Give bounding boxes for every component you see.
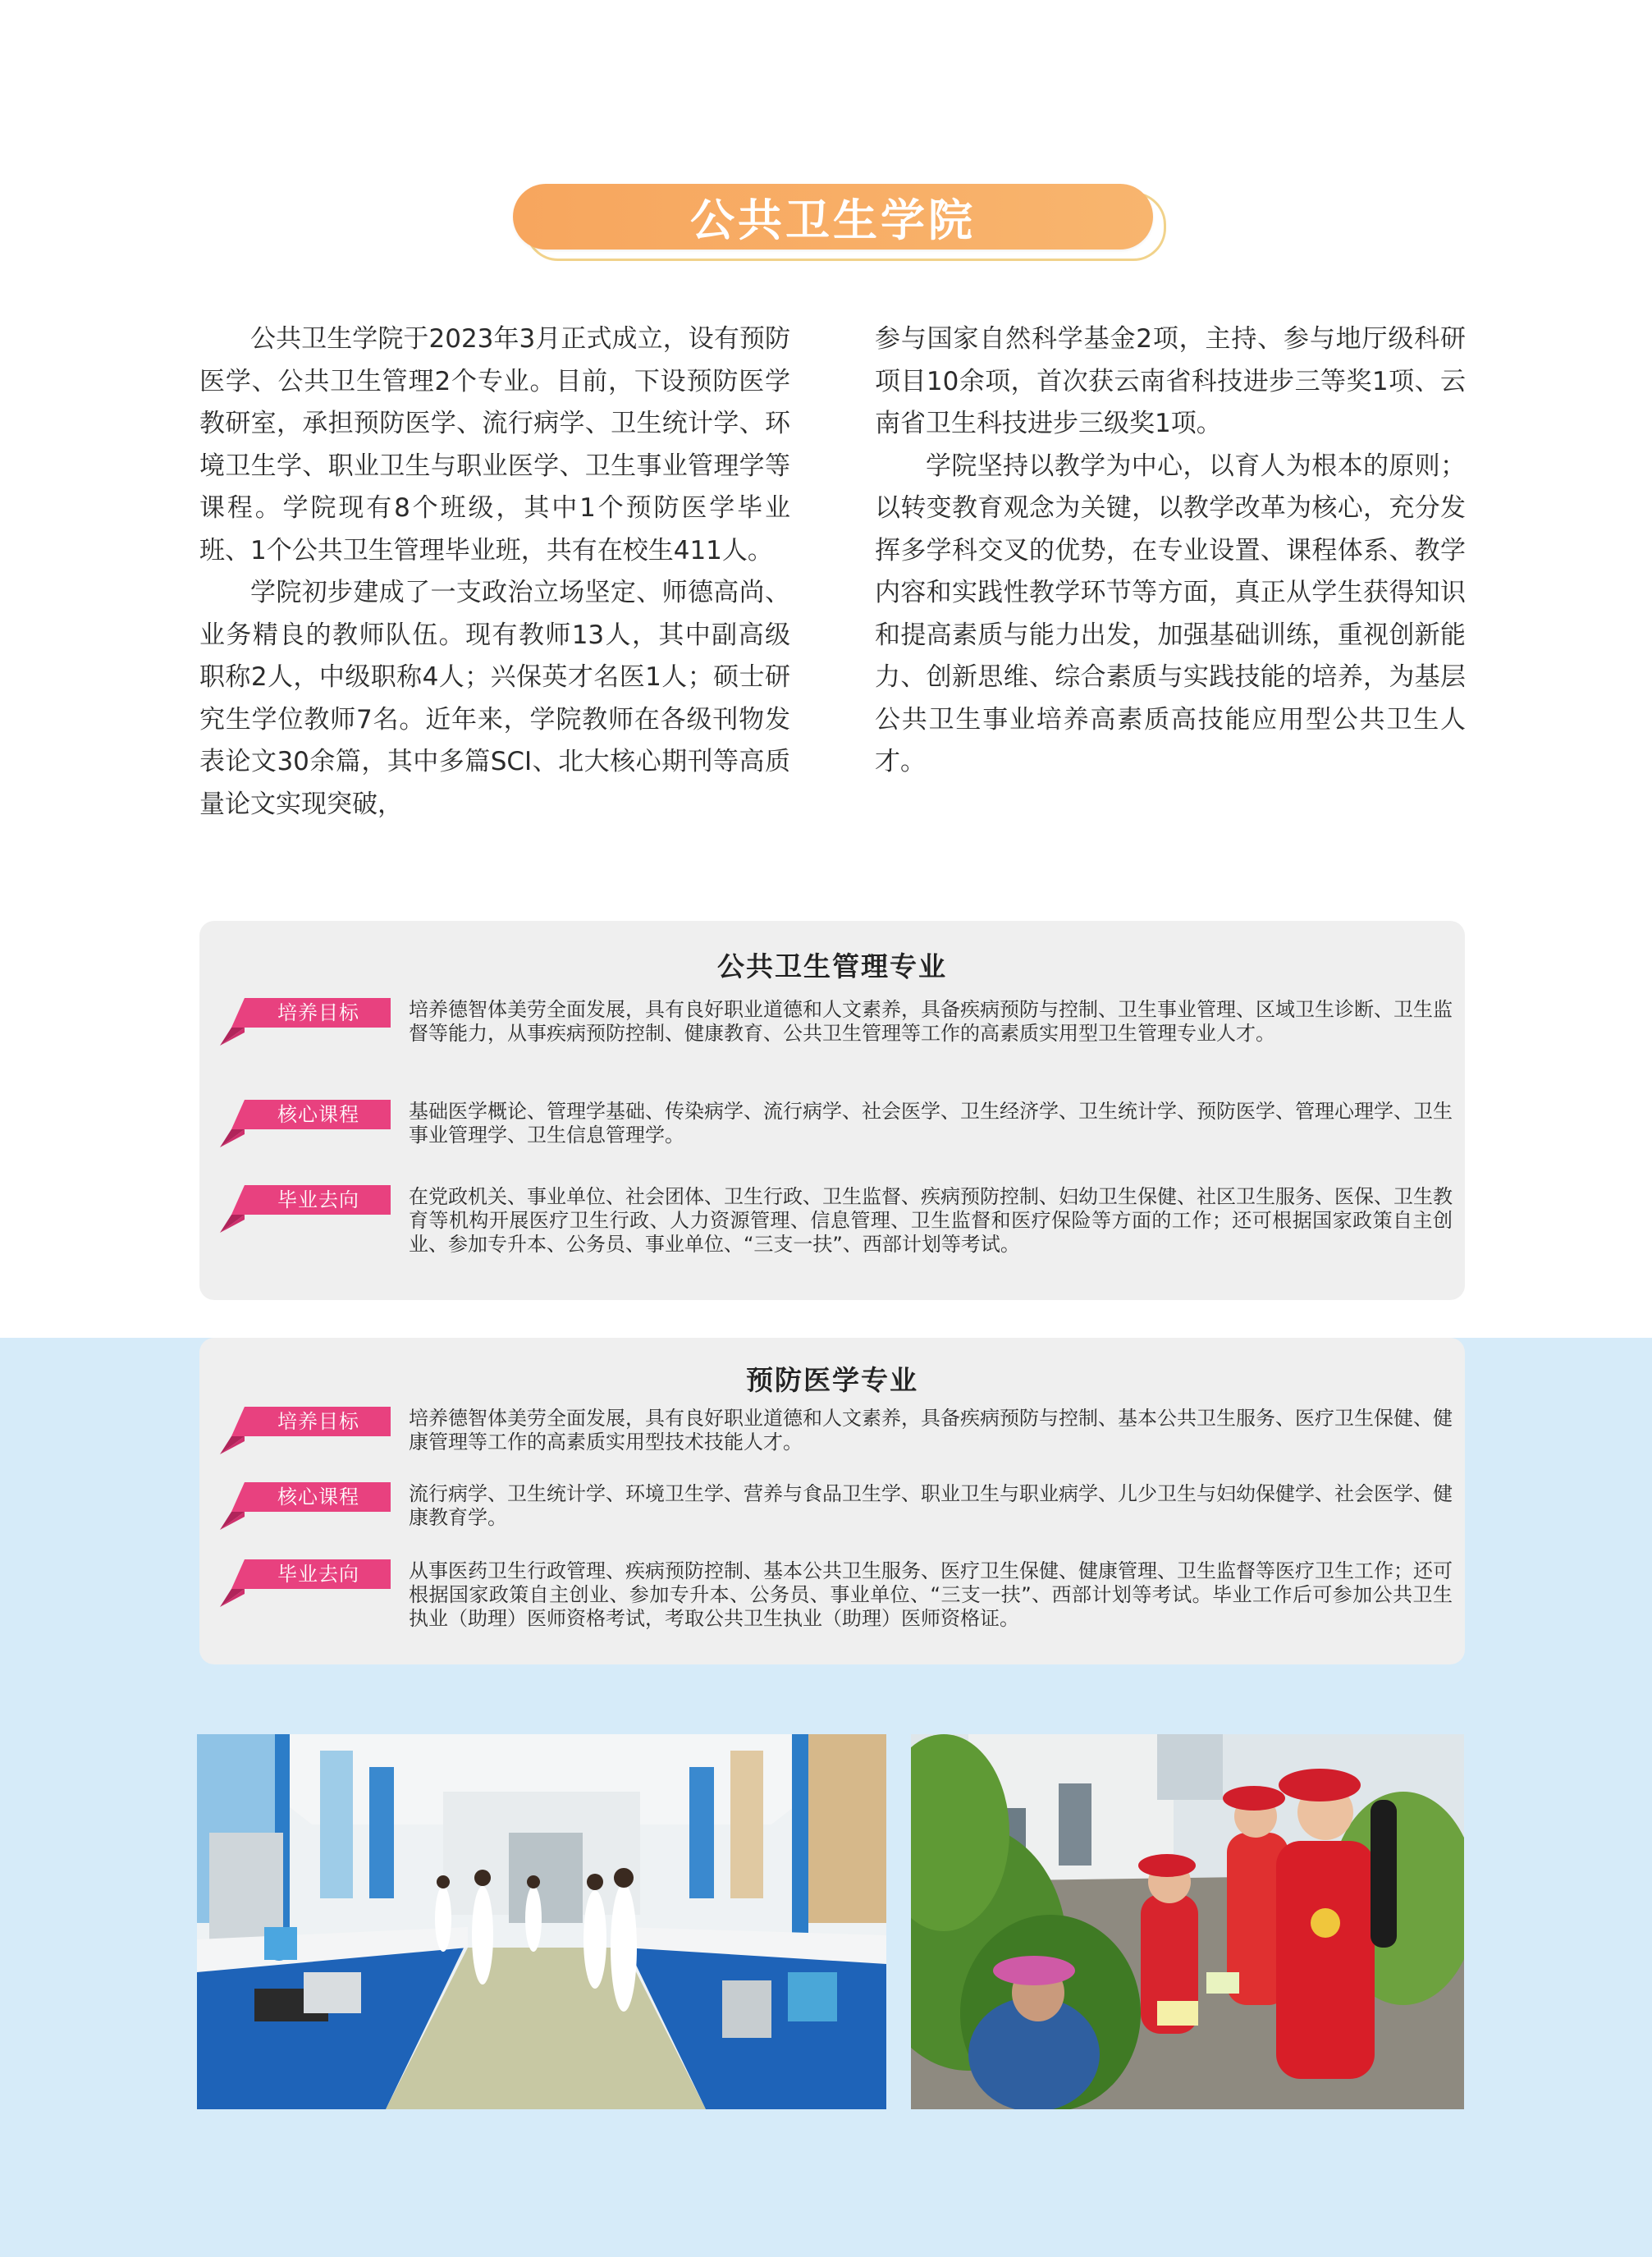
volunteer-photo-image [911, 1734, 1464, 2109]
row-text: 从事医药卫生行政管理、疾病预防控制、基本公共卫生服务、医疗卫生保健、健康管理、卫生监督等医疗卫生工作；还可根据国家政策自主创业、参加专升本、公务员、事业单位、“三支一扶”、西部计划等考试。毕业工作后可参加公共卫生执业（助理）医师资格考试，考取公共卫生执业（助理）医师资格证。 [409, 1559, 1453, 1630]
tag-label: 毕业去向 [277, 1563, 359, 1586]
row-text: 培养德智体美劳全面发展，具有良好职业道德和人文素养，具备疾病预防与控制、基本公共卫生服务、医疗卫生保健、健康管理等工作的高素质实用型技术技能人才。 [409, 1407, 1453, 1454]
lab-photo [197, 1734, 886, 2109]
tag-ribbon [220, 1185, 391, 1233]
page-title: 公共卫生学院 [690, 193, 976, 246]
intro-left-column [199, 318, 790, 826]
intro-right-column [875, 318, 1466, 784]
lab-photo-image [197, 1734, 886, 2109]
tag-label: 核心课程 [277, 1103, 359, 1126]
tag-ribbon [220, 1559, 391, 1607]
row-text: 基础医学概论、管理学基础、传染病学、流行病学、社会医学、卫生经济学、卫生统计学、预防医学、管理心理学、卫生事业管理学、卫生信息管理学。 [409, 1100, 1453, 1147]
intro-paragraph: 公共卫生学院于2023年3月正式成立，设有预防医学、公共卫生管理2个专业。目前，下设预防医学教研室，承担预防医学、流行病学、卫生统计学、环境卫生学、职业卫生与职业医学、卫生事业管理学等课程。学院现有8个班级，其中1个预防医学毕业班、1个公共卫生管理毕业班，共有在校生411人。 [199, 324, 790, 565]
tag-ribbon [220, 1100, 391, 1147]
tag-label: 培养目标 [277, 1410, 359, 1433]
tag-label: 毕业去向 [277, 1188, 359, 1211]
major-title: 预防医学专业 [746, 1364, 918, 1396]
tag-ribbon [220, 998, 391, 1046]
tag-ribbon [220, 1407, 391, 1454]
row-text: 流行病学、卫生统计学、环境卫生学、营养与食品卫生学、职业卫生与职业病学、儿少卫生与妇幼保健学、社会医学、健康教育学。 [409, 1482, 1453, 1529]
intro-paragraph: 学院坚持以教学为中心，以育人为根本的原则；以转变教育观念为关键，以教学改革为核心，充分发挥多学科交叉的优势，在专业设置、课程体系、教学内容和实践性教学环节等方面，真正从学生获得知识和提高素质与能力出发，加强基础训练，重视创新能力、创新思维、综合素质与实践技能的培养，为基层公共卫生事业培养高素质高技能应用型公共卫生人才。 [875, 451, 1466, 776]
intro-paragraph: 参与国家自然科学基金2项，主持、参与地厅级科研项目10余项，首次获云南省科技进步三等奖1项、云南省卫生科技进步三级奖1项。 [875, 324, 1466, 438]
major-card-preventive-medicine [199, 1338, 1465, 1664]
row-text: 在党政机关、事业单位、社会团体、卫生行政、卫生监督、疾病预防控制、妇幼卫生保健、社区卫生服务、医保、卫生教育等机构开展医疗卫生行政、人力资源管理、信息管理、卫生监督和医疗保险等方面的工作；还可根据国家政策自主创业、参加专升本、公务员、事业单位、“三支一扶”、西部计划等考试。 [409, 1185, 1453, 1256]
major-title: 公共卫生管理专业 [717, 950, 947, 982]
tag-ribbon [220, 1482, 391, 1530]
tag-label: 培养目标 [277, 1001, 359, 1024]
intro-paragraph: 学院初步建成了一支政治立场坚定、师德高尚、业务精良的教师队伍。现有教师13人，其中副高级职称2人，中级职称4人；兴保英才名医1人；硕士研究生学位教师7名。近年来，学院教师在各级刊物发表论文30余篇，其中多篇SCI、北大核心期刊等高质量论文实现突破， [199, 578, 790, 819]
volunteer-photo [911, 1734, 1464, 2109]
row-text: 培养德智体美劳全面发展，具有良好职业道德和人文素养，具备疾病预防与控制、卫生事业管理、区域卫生诊断、卫生监督等能力，从事疾病预防控制、健康教育、公共卫生管理等工作的高素质实用型卫生管理专业人才。 [409, 998, 1453, 1045]
tag-label: 核心课程 [277, 1486, 359, 1508]
major-card-public-health-management [199, 921, 1465, 1300]
title-pill [513, 184, 1153, 250]
